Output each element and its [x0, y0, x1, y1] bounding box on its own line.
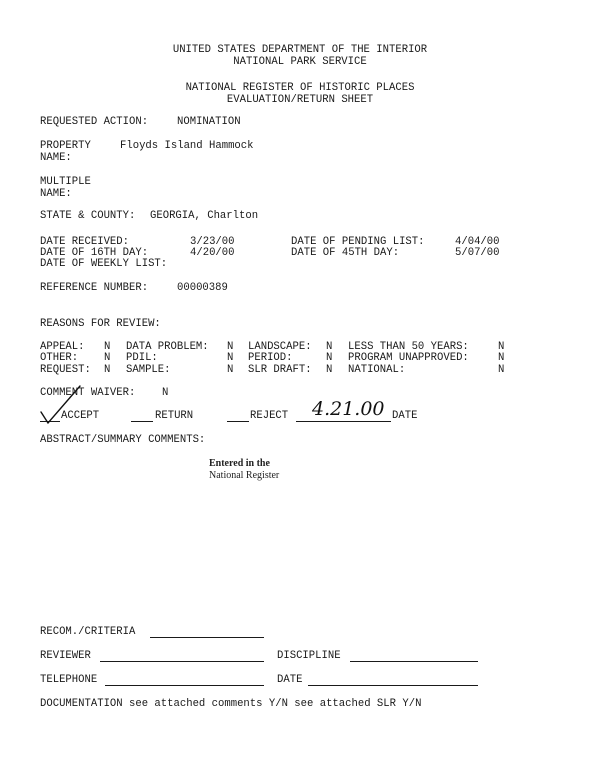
discipline-field[interactable] — [350, 661, 478, 662]
date-16th-value: 4/20/00 — [190, 247, 235, 259]
stamp-national-register: National Register — [209, 470, 280, 481]
reason-value: N — [227, 364, 234, 376]
reason-label: SLR DRAFT: — [248, 364, 312, 376]
footer-date-field[interactable] — [308, 685, 478, 686]
date-45th-label: DATE OF 45TH DAY: — [291, 247, 400, 259]
requested-action-value: NOMINATION — [177, 116, 241, 128]
documentation-text: DOCUMENTATION see attached comments Y/N see attached SLR Y/N — [40, 698, 422, 710]
reason-label: PROGRAM UNAPPROVED: — [348, 352, 469, 364]
reference-number-value: 00000389 — [177, 282, 228, 294]
header-register: NATIONAL REGISTER OF HISTORIC PLACES — [185, 82, 415, 94]
reason-value: N — [498, 352, 505, 364]
reason-value: N — [104, 352, 111, 364]
reason-label: DATA PROBLEM: — [126, 341, 209, 353]
reason-label: NATIONAL: — [348, 364, 406, 376]
reason-value: N — [498, 341, 505, 353]
date-received-label: DATE RECEIVED: — [40, 236, 130, 248]
footer-date-label: DATE — [277, 674, 303, 686]
stamp-entered: Entered in the — [209, 458, 270, 469]
abstract-label: ABSTRACT/SUMMARY COMMENTS: — [40, 434, 206, 446]
decision-date-line[interactable] — [296, 421, 391, 422]
header-agency: NATIONAL PARK SERVICE — [233, 56, 367, 68]
return-blank[interactable] — [131, 421, 153, 422]
reviewer-field[interactable] — [100, 661, 264, 662]
reason-label: APPEAL: — [40, 341, 85, 353]
reason-label: PERIOD: — [248, 352, 293, 364]
date-pending-value: 4/04/00 — [455, 236, 500, 248]
reason-value: N — [326, 341, 333, 353]
reason-value: N — [326, 352, 333, 364]
reason-value: N — [104, 341, 111, 353]
reference-number-label: REFERENCE NUMBER: — [40, 282, 149, 294]
return-label: RETURN — [155, 410, 194, 422]
reason-label: OTHER: — [40, 352, 79, 364]
date-pending-label: DATE OF PENDING LIST: — [291, 236, 425, 248]
decision-date-handwritten: 4.21.00 — [312, 398, 385, 420]
reject-label: REJECT — [250, 410, 289, 422]
telephone-label: TELEPHONE — [40, 674, 98, 686]
property-label: PROPERTY — [40, 140, 91, 152]
multiple-name-label: NAME: — [40, 188, 72, 200]
requested-action-label: REQUESTED ACTION: — [40, 116, 149, 128]
comment-waiver-value: N — [162, 387, 169, 399]
reason-label: SAMPLE: — [126, 364, 171, 376]
reason-label: PDIL: — [126, 352, 158, 364]
recom-criteria-field[interactable] — [150, 637, 264, 638]
reasons-heading: REASONS FOR REVIEW: — [40, 318, 161, 330]
reason-label: LESS THAN 50 YEARS: — [348, 341, 469, 353]
comment-waiver-label: COMMENT WAIVER: — [40, 387, 136, 399]
reject-blank[interactable] — [227, 421, 249, 422]
reason-value: N — [227, 341, 234, 353]
accept-label: ACCEPT — [61, 410, 100, 422]
reason-label: LANDSCAPE: — [248, 341, 312, 353]
reviewer-label: REVIEWER — [40, 650, 91, 662]
reason-value: N — [104, 364, 111, 376]
property-name-label: NAME: — [40, 152, 72, 164]
decision-date-label: DATE — [392, 410, 418, 422]
date-weekly-label: DATE OF WEEKLY LIST: — [40, 258, 168, 270]
discipline-label: DISCIPLINE — [277, 650, 341, 662]
date-16th-label: DATE OF 16TH DAY: — [40, 247, 149, 259]
telephone-field[interactable] — [105, 685, 264, 686]
recom-criteria-label: RECOM./CRITERIA — [40, 626, 136, 638]
property-name-value: Floyds Island Hammock — [120, 140, 254, 152]
header-sheet-title: EVALUATION/RETURN SHEET — [226, 94, 374, 106]
date-received-value: 3/23/00 — [190, 236, 235, 248]
multiple-label: MULTIPLE — [40, 176, 91, 188]
reason-value: N — [326, 364, 333, 376]
state-county-value: GEORGIA, Charlton — [150, 210, 259, 222]
date-45th-value: 5/07/00 — [455, 247, 500, 259]
state-county-label: STATE & COUNTY: — [40, 210, 136, 222]
reason-label: REQUEST: — [40, 364, 91, 376]
reason-value: N — [498, 364, 505, 376]
header-department: UNITED STATES DEPARTMENT OF THE INTERIOR — [172, 44, 428, 56]
reason-value: N — [227, 352, 234, 364]
